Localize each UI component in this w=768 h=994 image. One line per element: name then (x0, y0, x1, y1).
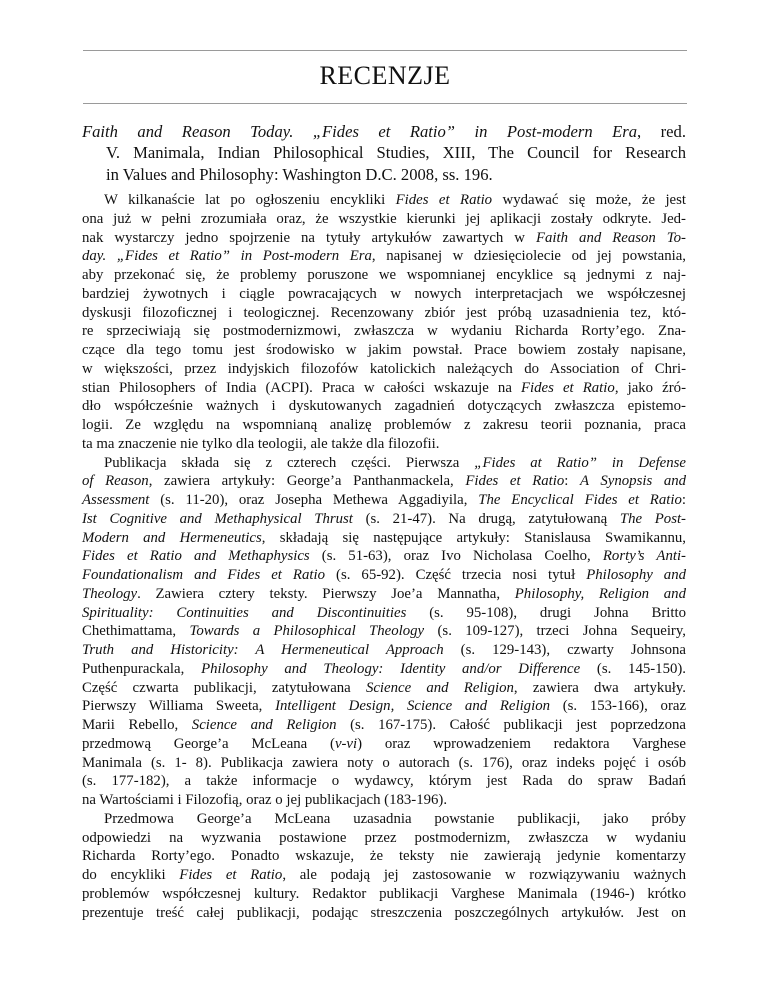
body-italic-segment: Towards a Philosophical Theology (189, 623, 425, 640)
body-text-segment: aby przekonać się, że problemy poruszone we wspomnianej encyklice są jednymi z naj- (82, 267, 686, 283)
body-text-segment: , ale podają jej zastosowanie w rozwiązywaniu ważnych (282, 867, 686, 883)
body-line (82, 322, 686, 341)
body-italic-segment: Assessment (82, 492, 150, 508)
body-line (82, 641, 686, 660)
body-line (82, 660, 686, 679)
body-italic-segment: Philosophy and (586, 567, 686, 583)
body-line (82, 810, 686, 829)
body-line (82, 191, 686, 210)
body-italic-segment: Fides et Ratio (395, 192, 493, 208)
body-text-segment: , napisanej w dziesięciolecie od jej powstania, (371, 248, 686, 265)
body-line (82, 585, 686, 604)
body-text-segment: (s. 11-20), oraz Josepha Methewa Aggadiyila, (149, 492, 479, 508)
body-text-segment: Pierwszy Williama Sweeta, (82, 698, 276, 715)
citation-line-3: in Values and Philosophy: Washington D.C. 2008, ss. 196. (106, 164, 493, 184)
body-text-segment: dyskusji filozoficznej i teologicznej. Recenzowany zbiór jest próbą uzasadnienia tez, któ- (82, 304, 686, 321)
body-line (82, 304, 686, 323)
body-line (82, 716, 686, 735)
body-text-segment: Manimala (s. 1- 8). Publikacja zawiera noty o autorach (s. 176), oraz indeks pojęć i osób (82, 754, 686, 771)
body-line (82, 472, 686, 491)
body-text-segment: (s. 145-150). (580, 660, 686, 677)
body-line (82, 622, 686, 641)
body-text-segment: przedmową George’a McLeana ( (82, 735, 335, 752)
body-text-segment: problemów współczesnej kultury. Redaktor publikacji Varghese Manimala (1946-) krótko (82, 885, 686, 902)
body-italic-segment: The Encyclical Fides et Ratio (478, 492, 682, 508)
body-italic-segment: Philosophy, Religion and (514, 585, 686, 602)
body-text-segment: bardziej żywotnych i ciągle powracających w nowych interpretacjach we współczesnej (82, 285, 686, 302)
book-citation (82, 121, 686, 185)
body-text-segment: (s. 177-182), a także informacje o wydawcy, którym jest Rada do spraw Badań (82, 773, 686, 790)
body-line (82, 735, 686, 754)
body-text-segment: czące dla tego tomu jest środowisko w jakim powstał. Prace bowiem zostały napisane, (82, 342, 686, 358)
body-text-segment: prezentuje treść całej publikacji, podając streszczenia poszczególnych artykułów. Jest on (82, 904, 686, 921)
body-text-segment: Puthenpurackala, (82, 660, 202, 677)
body-italic-segment: Philosophy and Theology: Identity and/or Difference (201, 660, 581, 677)
body-text-segment: wydawać się może, że jest (492, 192, 686, 208)
body-italic-segment: Ist Cognitive and Methaphysical Thrust (82, 510, 353, 527)
body-text-segment: Część czwarta publikacji, zatytułowana (82, 679, 366, 696)
body-line (82, 454, 686, 473)
body-line (82, 510, 686, 529)
body-italic-segment: Spirituality: Continuities and Discontinuities (82, 604, 407, 621)
body-text-segment: (s. 51-63), oraz Ivo Nicholasa Coelho, (309, 548, 603, 565)
body-line (82, 360, 686, 379)
body-text-segment: logii. Ze względu na wspomnianą analizę problemów z zakresu teorii poznania, praca (82, 417, 686, 433)
body-text-segment: Publikacja składa się z czterech części. Pierwsza (104, 454, 475, 471)
body-italic-segment: Truth and Historicity: A Hermeneutical Approach (82, 642, 444, 658)
body-line (82, 791, 686, 810)
body-text-segment: re sprzeciwiają się postmodernizmowi, zwłaszcza w wydaniu Richarda Rorty’ego. Zna- (82, 323, 686, 340)
body-text-segment: (s. 109-127), trzeci Johna Sequeiry, (424, 623, 686, 640)
body-line (82, 904, 686, 923)
body-text-segment: ta ma znaczenie nie tylko dla teologii, ale także dla filozofii. (82, 435, 440, 452)
body-text-segment: odpowiedzi na wyzwania postawione przez postmodernizm, zwłaszcza w wydaniu (82, 829, 686, 846)
body-text-segment: Marii Rebello, (82, 717, 192, 733)
body-line (82, 829, 686, 848)
body-text-segment: dło współcześnie ważnych i dyskutowanych zagadnień dotyczących zwłaszcza epistemo- (82, 398, 686, 415)
body-italic-segment: Intelligent Design, Science and Religion (275, 698, 550, 715)
body-italic-segment: of Reason (82, 473, 149, 490)
body-text-segment: : (681, 492, 686, 508)
body-line (82, 379, 686, 398)
body-text-segment: (s. 129-143), czwarty Johnsona (443, 642, 687, 658)
body-text-segment: w większości, przez indyjskich filozofów katolickich należących do Association of Chri- (82, 360, 686, 377)
body-line (82, 416, 686, 435)
header-bottom-rule (83, 103, 687, 104)
body-italic-segment: v-vi (334, 735, 358, 752)
header-top-rule (83, 50, 687, 51)
body-line (82, 547, 686, 566)
body-line (82, 285, 686, 304)
body-line (82, 491, 686, 510)
body-line (82, 210, 686, 229)
body-text-segment: , składają się następujące artykuły: Stanislausa Swamikannu, (261, 529, 686, 546)
body-italic-segment: Fides et Ratio and Methaphysics (82, 548, 310, 565)
body-text-segment: (s. 153-166), oraz (550, 698, 687, 715)
citation-title: Faith and Reason Today. „Fides et Ratio” in Post-modern Era (82, 122, 638, 141)
body-text-segment: (s. 65-92). Część trzecia nosi tytuł (325, 567, 587, 583)
body-italic-segment: Rorty’s Anti- (602, 548, 686, 565)
body-italic-segment: Theology (82, 585, 138, 602)
body-line (82, 266, 686, 285)
body-line (82, 341, 686, 360)
body-italic-segment: The Post- (619, 510, 686, 527)
body-italic-segment: day. „Fides et Ratio” in Post-modern Era (82, 248, 372, 265)
body-line (82, 847, 686, 866)
body-text-segment: , jako źró- (614, 379, 686, 396)
citation-line-2: V. Manimala, Indian Philosophical Studies, XIII, The Council for Research (106, 143, 686, 163)
citation-line-1 (82, 121, 686, 142)
body-text-segment: stian Philosophers of India (ACPI). Praca w całości wskazuje na (82, 379, 521, 396)
body-text-segment: (s. 21-47). Na drugą, zatytułowaną (352, 510, 620, 527)
body-line (82, 566, 686, 585)
body-line (82, 772, 686, 791)
review-body (82, 191, 686, 922)
body-italic-segment: „Fides at Ratio” in Defense (474, 454, 686, 471)
body-line (82, 529, 686, 548)
body-text-segment: nak wystarczy jedno spojrzenie na tytuły artykułów zawartych w (82, 229, 536, 246)
body-italic-segment: Modern and Hermeneutics (82, 529, 262, 546)
body-italic-segment: Fides et Ratio (465, 473, 565, 490)
body-text-segment: . Zawiera cztery teksty. Pierwszy Joe’a Mannatha, (137, 585, 515, 602)
body-line (82, 435, 686, 454)
body-line (82, 866, 686, 885)
body-text-segment: , zawiera artykuły: George’a Panthanmackela, (148, 473, 466, 490)
body-italic-segment: Fides et Ratio (179, 867, 283, 883)
body-text-segment: W kilkanaście lat po ogłoszeniu encykliki (104, 192, 396, 208)
body-line (82, 229, 686, 248)
body-line (82, 885, 686, 904)
body-text-segment: , zawiera dwa artykuły. (513, 679, 686, 696)
body-line (82, 247, 686, 266)
body-italic-segment: Science and Religion (191, 717, 337, 733)
section-title: RECENZJE (319, 61, 451, 90)
body-text-segment: (s. 167-175). Całość publikacji jest poprzedzona (336, 717, 686, 733)
body-line (82, 604, 686, 623)
body-italic-segment: Science and Religion (365, 679, 514, 696)
body-text-segment: ona już w pełni zrozumiała oraz, że wszystkie kierunki jej aplikacji zostały odkryte. Jed- (82, 210, 686, 227)
body-text-segment: : (564, 473, 581, 490)
body-text-segment: Przedmowa George’a McLeana uzasadnia powstanie publikacji, jako próby (104, 810, 686, 827)
body-italic-segment: A Synopsis and (580, 473, 687, 490)
body-italic-segment: Foundationalism and Fides et Ratio (82, 567, 325, 583)
body-line (82, 679, 686, 698)
body-text-segment: na Wartościami i Filozofią, oraz o jej publikacjach (183-196). (82, 792, 448, 808)
body-text-segment: ) oraz wprowadzeniem redaktora Varghese (357, 735, 686, 752)
body-text-segment: (s. 95-108), drugi Johna Britto (406, 604, 686, 621)
body-text-segment: Richarda Rorty’ego. Ponadto wskazuje, że teksty nie zawierają jedynie komentarzy (82, 848, 686, 865)
body-line (82, 697, 686, 716)
body-italic-segment: Faith and Reason To- (535, 229, 686, 246)
body-line (82, 754, 686, 773)
body-line (82, 397, 686, 416)
body-italic-segment: Fides et Ratio (521, 379, 615, 396)
body-text-segment: Chethimattama, (82, 623, 190, 640)
citation-editor-prefix: , red. (637, 122, 686, 141)
body-text-segment: do encykliki (82, 867, 180, 883)
